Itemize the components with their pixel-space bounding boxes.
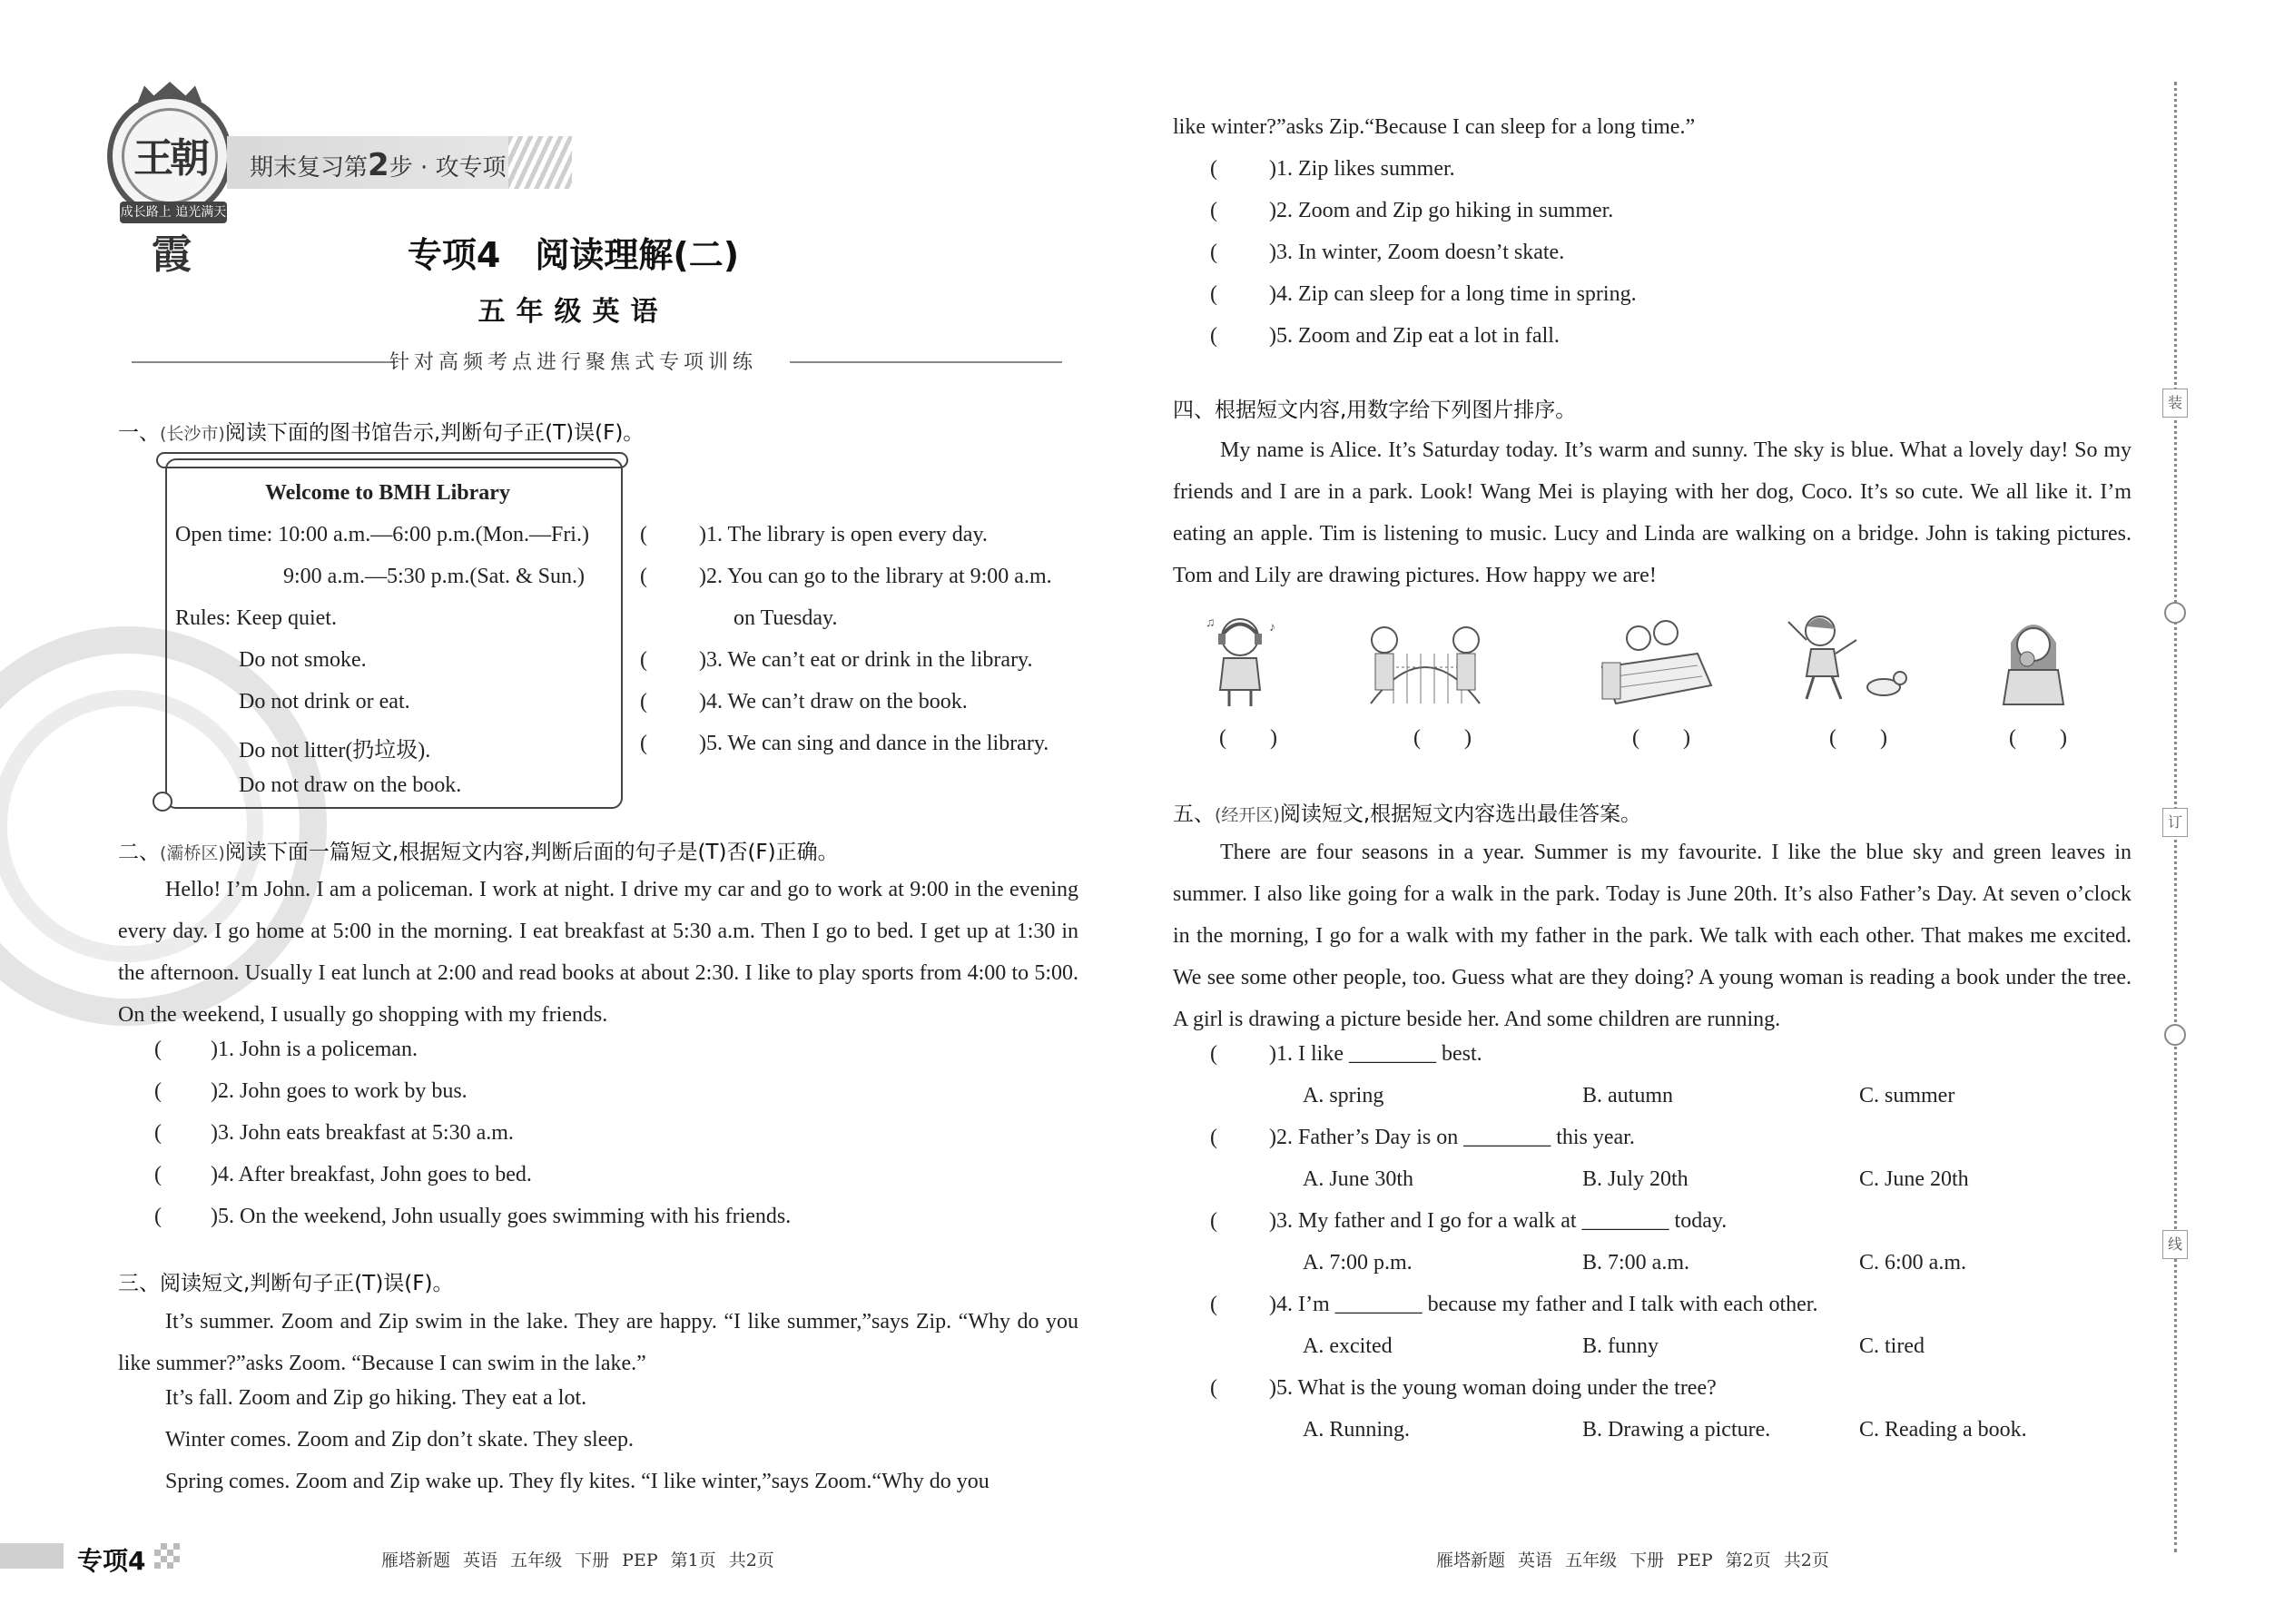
banner-stripes <box>508 136 572 189</box>
answer-blank[interactable]: ( <box>1210 241 1217 264</box>
notice-title: Welcome to BMH Library <box>265 481 510 505</box>
notice-scroll-curl <box>153 792 172 812</box>
option-c: C. June 20th <box>1859 1167 1969 1191</box>
page-tagline: 针对高频考点进行聚焦式专项训练 <box>389 351 757 374</box>
option-c: C. tired <box>1859 1334 1925 1358</box>
logo-ribbon: 成长路上 追光满天 <box>120 202 227 223</box>
footer-right: 雁塔新题 英语 五年级 下册 PEP 第2页 共2页 <box>1436 1550 1829 1570</box>
question-item: )4. I’m ________ because my father and I talk with each other. <box>1269 1293 1818 1316</box>
option-b: B. funny <box>1582 1334 1659 1358</box>
answer-blank[interactable]: ( <box>154 1163 162 1186</box>
binding-mark: 装 <box>2162 389 2188 418</box>
binding-mark: 线 <box>2162 1230 2188 1259</box>
section3-paragraph-cont: like winter?”asks Zip.“Because I can sleep for a long time.” <box>1173 115 1696 139</box>
notice-rule: Do not litter(扔垃圾). <box>239 739 431 763</box>
brand-logo-text: 王朝霞 <box>122 108 218 204</box>
answer-blank[interactable]: ( <box>1210 1376 1217 1400</box>
footer-bar <box>0 1543 64 1569</box>
option-c: C. summer <box>1859 1084 1955 1107</box>
question-item: )5. Zoom and Zip eat a lot in fall. <box>1269 324 1560 348</box>
question-item: )2. Father’s Day is on ________ this year. <box>1269 1126 1635 1149</box>
question-item: )1. John is a policeman. <box>211 1038 418 1061</box>
section5-passage: There are four seasons in a year. Summer is my favourite. I like the blue sky and green leaves in summer. I also like going for a walk in the park. Today is June 20th. It’s also Father’s Day. At seven o’clock in the morning, I go for a walk with my father in the park. We talk with each other. That makes me excited. We see some other people, too. Guess what are they doing? A young woman is reading a book under the tree. A girl is drawing a picture beside her. And some children are running. <box>1173 841 2132 1031</box>
question-item: )5. On the weekend, John usually goes swimming with his friends. <box>211 1205 792 1228</box>
option-a: A. spring <box>1303 1084 1384 1107</box>
svg-text:♫: ♫ <box>1206 616 1216 630</box>
answer-blank[interactable]: ( <box>1210 157 1217 181</box>
section4-heading: 四、根据短文内容,用数字给下列图片排序。 <box>1173 399 1577 422</box>
section4-passage: My name is Alice. It’s Saturday today. It’s warm and sunny. The sky is blue. What a lovely day! So my friends and I are in a park. Look! Wang Mei is playing with her dog, Coco. It’s so cute. We all like it. I’m eating an apple. Tim is listening to music. Lucy and Linda are walking on a bridge. John is taking pictures. Tom and Lily are drawing pictures. How happy we are! <box>1173 438 2132 587</box>
question-item: )4. Zip can sleep for a long time in spring. <box>1269 282 1637 306</box>
answer-blank[interactable]: ( <box>154 1121 162 1145</box>
picture-order-blank[interactable]: ( ) <box>1829 726 1887 750</box>
answer-blank[interactable]: ( <box>1210 1126 1217 1149</box>
option-a: A. Running. <box>1303 1418 1411 1442</box>
page-title: 专项4 阅读理解(二) <box>407 235 740 275</box>
option-a: A. 7:00 p.m. <box>1303 1251 1413 1275</box>
picture-eating-apple-icon <box>1984 606 2083 706</box>
footer-dots <box>154 1543 180 1569</box>
answer-blank[interactable]: ( <box>154 1205 162 1228</box>
question-item: )1. Zip likes summer. <box>1269 157 1455 181</box>
section3-paragraph: It’s summer. Zoom and Zip swim in the lake. They are happy. “I like summer,”says Zip. “Why do you like summer?”asks Zoom. “Because I can swim in the lake.” <box>118 1310 1078 1375</box>
question-item: )3. John eats breakfast at 5:30 a.m. <box>211 1121 514 1145</box>
question-item: )3. We can’t eat or drink in the library. <box>699 648 1033 672</box>
question-item: )3. In winter, Zoom doesn’t skate. <box>1269 241 1565 264</box>
answer-blank[interactable]: ( <box>640 648 647 672</box>
binding-mark: 订 <box>2162 808 2188 837</box>
answer-blank[interactable]: ( <box>640 732 647 755</box>
notice-rule: Do not draw on the book. <box>239 773 462 797</box>
option-b: B. Drawing a picture. <box>1582 1418 1771 1442</box>
question-item-cont: on Tuesday. <box>733 606 838 630</box>
option-a: A. excited <box>1303 1334 1393 1358</box>
section1-heading: 一、(长沙市)阅读下面的图书馆告示,判断句子正(T)误(F)。 <box>118 421 645 445</box>
answer-blank[interactable]: ( <box>1210 1209 1217 1233</box>
question-item: )2. John goes to work by bus. <box>211 1079 468 1103</box>
picture-listening-music-icon <box>1196 608 1296 708</box>
banner-text: 期末复习第2步 · 攻专项 <box>250 147 507 183</box>
section3-paragraph: Winter comes. Zoom and Zip don’t skate. They sleep. <box>165 1428 635 1452</box>
brand-logo <box>107 94 232 278</box>
answer-blank[interactable]: ( <box>640 523 647 546</box>
answer-blank[interactable]: ( <box>640 565 647 588</box>
section2-heading: 二、(灞桥区)阅读下面一篇短文,根据短文内容,判断后面的句子是(T)否(F)正确。 <box>118 841 839 864</box>
footer-section-label: 专项4 <box>77 1546 146 1576</box>
answer-blank[interactable]: ( <box>640 690 647 714</box>
picture-walking-bridge-icon <box>1362 613 1489 713</box>
answer-blank[interactable]: ( <box>1210 282 1217 306</box>
answer-blank[interactable]: ( <box>1210 199 1217 222</box>
answer-blank[interactable]: ( <box>154 1038 162 1061</box>
section3-paragraph: It’s fall. Zoom and Zip go hiking. They eat a lot. <box>165 1386 587 1410</box>
question-item: )5. What is the young woman doing under the tree? <box>1269 1376 1717 1400</box>
question-item: )2. Zoom and Zip go hiking in summer. <box>1269 199 1614 222</box>
question-item: )1. The library is open every day. <box>699 523 988 546</box>
answer-blank[interactable]: ( <box>1210 324 1217 348</box>
notice-open-time-weekday: Open time: 10:00 a.m.—6:00 p.m.(Mon.—Fri.) <box>175 523 589 546</box>
binding-hole-icon <box>2164 1024 2186 1046</box>
notice-rule: Do not drink or eat. <box>239 690 410 714</box>
page-subtitle: 五年级英语 <box>478 296 669 328</box>
answer-blank[interactable]: ( <box>1210 1042 1217 1066</box>
question-item: )4. We can’t draw on the book. <box>699 690 968 714</box>
question-item: )4. After breakfast, John goes to bed. <box>211 1163 532 1186</box>
answer-blank[interactable]: ( <box>1210 1293 1217 1316</box>
question-item: )5. We can sing and dance in the library. <box>699 732 1049 755</box>
answer-blank[interactable]: ( <box>154 1079 162 1103</box>
notice-rule: Do not smoke. <box>239 648 367 672</box>
notice-open-time-weekend: 9:00 a.m.—5:30 p.m.(Sat. & Sun.) <box>283 565 585 588</box>
svg-text:♪: ♪ <box>1269 621 1275 635</box>
option-c: C. Reading a book. <box>1859 1418 2027 1442</box>
option-b: B. autumn <box>1582 1084 1673 1107</box>
notice-rule: Rules: Keep quiet. <box>175 606 337 630</box>
section2-passage: Hello! I’m John. I am a policeman. I work at night. I drive my car and go to work at 9:00 in the evening every day. I go home at 5:00 in the morning. I eat breakfast at 5:30 a.m. Then I go to bed. I get up at 1:30 in the afternoon. Usually I eat lunch at 2:00 and read books at about 2:30. I like to play sports from 4:00 to 5:00. On the weekend, I usually go shopping with my friends. <box>118 878 1078 1027</box>
question-item: )2. You can go to the library at 9:00 a.m. <box>699 565 1052 588</box>
footer-left: 雁塔新题 英语 五年级 下册 PEP 第1页 共2页 <box>381 1550 774 1570</box>
picture-order-blank[interactable]: ( ) <box>1413 726 1472 750</box>
section5-heading: 五、(经开区)阅读短文,根据短文内容选出最佳答案。 <box>1173 802 1642 826</box>
option-b: B. July 20th <box>1582 1167 1689 1191</box>
option-b: B. 7:00 a.m. <box>1582 1251 1689 1275</box>
option-c: C. 6:00 a.m. <box>1859 1251 1966 1275</box>
question-item: )1. I like ________ best. <box>1269 1042 1482 1066</box>
picture-order-blank[interactable]: ( ) <box>1219 726 1277 750</box>
section3-heading: 三、阅读短文,判断句子正(T)误(F)。 <box>118 1272 454 1295</box>
picture-playing-with-dog-icon <box>1779 604 1915 704</box>
picture-drawing-icon <box>1598 613 1716 713</box>
section3-paragraph: Spring comes. Zoom and Zip wake up. They fly kites. “I like winter,”says Zoom.“Why do you <box>165 1470 989 1493</box>
question-item: )3. My father and I go for a walk at ________ today. <box>1269 1209 1728 1233</box>
picture-order-blank[interactable]: ( ) <box>1632 726 1690 750</box>
picture-order-blank[interactable]: ( ) <box>2009 726 2067 750</box>
binding-hole-icon <box>2164 602 2186 624</box>
option-a: A. June 30th <box>1303 1167 1413 1191</box>
